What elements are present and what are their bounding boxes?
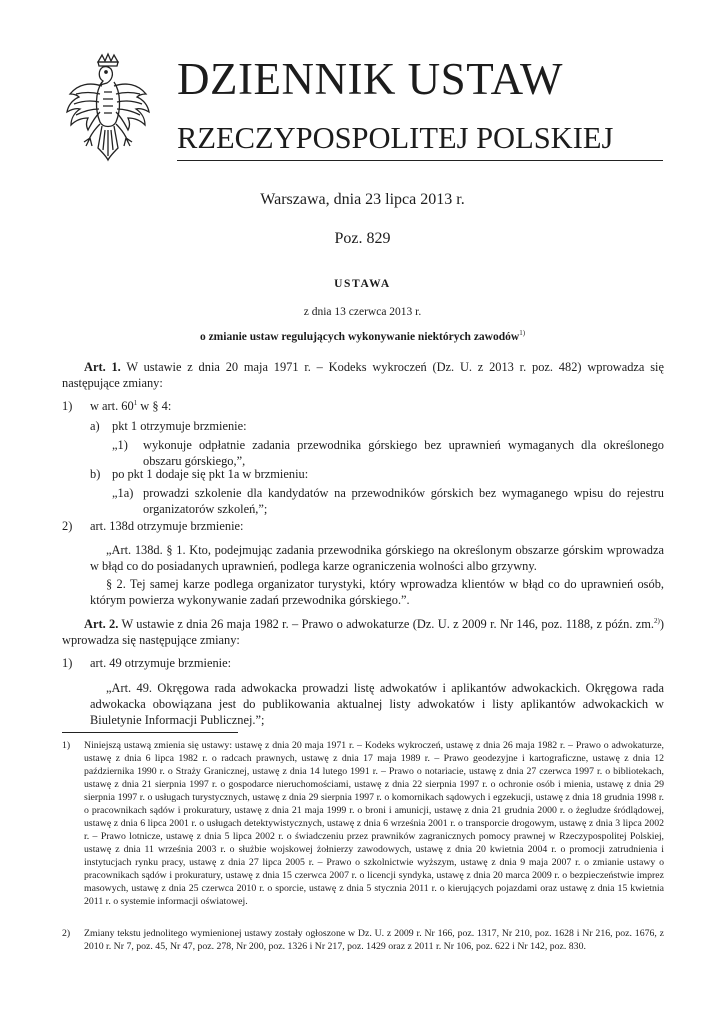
art1-quote-par2: § 2. Tej samej karze podlega organizator turystyki, który wprowadza klientów w błąd co do uprawnień osób, którym powierza wykonywanie zadań przewodnika górskiego.”. [90, 577, 664, 607]
superscript: 1 [133, 398, 138, 407]
act-title [0, 331, 725, 343]
act-date: z dnia 13 czerwca 2013 r. [303, 306, 422, 318]
art2-intro-text-end: ) wprowadza się następujące zmiany: [62, 617, 665, 647]
art1-quote-par1: „Art. 138d. § 1. Kto, podejmując zadania przewodnika górskiego na określonym obszarze górskim wprowadza w błąd co do posiadanych uprawnień, podlega karze ograniczenia wolności albo grzywny. [90, 543, 664, 573]
art1-intro [62, 359, 664, 391]
footnote-1-text: Niniejszą ustawą zmienia się ustawy: ustawę z dnia 20 maja 1971 r. – Kodeks wykroczeń, ustawę z dnia 26 maja 1982 r. – Prawo o adwokaturze, ustawę z dnia 6 lipca 1982 r. o radcach prawnych, ustawę z dnia 17 maja 1989 r. – Prawo geodezyjne i kartograficzne, ustawę z dnia 12 października 1990 r. o Straży Granicznej, ustawę z dnia 14 lutego 1991 r. – Prawo o notariacie, ustawę z dnia 27 czerwca 1997 r. o bibliotekach, ustawę z dnia 21 sierpnia 1997 r. o gospodarce nieruchomościami, ustawę z dnia 22 sierpnia 1997 r. o ochronie osób i mienia, ustawę z dnia 29 sierpnia 1997 r. o usługach turystycznych, ustawę z dnia 29 sierpnia 1997 r. o komornikach sądowych i egzekucji, ustawę z dnia 18 grudnia 1998 r. o pracownikach sądów i prokuratury, ustawę z dnia 21 maja 1999 r. o broni i amunicji, ustawę z dnia 21 grudnia 2000 r. o żegludze śródlądowej, ustawę z dnia 6 lipca 2001 r. o usługach detektywistycznych, ustawę z dnia 6 września 2001 r. o transporcie drogowym, ustawę z dnia 3 lipca 2002 r. – Prawo lotnicze, ustawę z dnia 5 lipca 2002 r. o świadczeniu przez prawników zagranicznych pomocy prawnej w Rzeczypospolitej Polskiej, ustawę z dnia 11 września 2003 r. o służbie wojskowej żołnierzy zawodowych, ustawę z dnia 20 kwietnia 2004 r. o promocji zatrudnienia i instytucjach rynku pracy, ustawę z dnia 27 lipca 2005 r. – Prawo o szkolnictwie wyższym, ustawę z dnia 9 maja 2007 r. o zmianie ustawy o pracownikach sądów i prokuratury, ustawę z dnia 15 czerwca 2007 r. o licencji syndyka, ustawę z dnia 20 marca 2009 r. o bezpieczeństwie imprez masowych, ustawę z dnia 25 czerwca 2010 r. o sporcie, ustawę z dnia 5 stycznia 2011 r. o kierujących pojazdami oraz ustawę z dnia 15 kwietnia 2011 r. o systemie informacji oświatowej. [84, 740, 664, 907]
article-label: Art. 2. [84, 617, 119, 631]
art1-intro-text: W ustawie z dnia 20 maja 1971 r. – Kodeks wykroczeń (Dz. U. z 2013 r. poz. 482) wprowadza się następujące zmiany: [62, 360, 664, 390]
footnote-1-num: 1) [62, 740, 71, 751]
art1-p1-text-end: w § 4: [137, 399, 172, 413]
masthead-rule [177, 160, 663, 161]
art1-a-quote-text: wykonuje odpłatnie zadania przewodnika górskiego bez uprawnień wymaganych dla określonego obszaru górskiego,”, [143, 438, 664, 468]
footnote-separator [62, 732, 238, 733]
eagle-emblem-icon [62, 52, 154, 164]
art1-a-num: a) [90, 419, 100, 433]
art1-b-quote-text: prowadzi szkolenie dla kandydatów na przewodników górskich bez wymaganego wpisu do rejestru organizatorów szkoleń,”; [143, 486, 664, 516]
art2-intro [62, 616, 664, 648]
footnote-2-text: Zmiany tekstu jednolitego wymienionej ustawy zostały ogłoszone w Dz. U. z 2009 r. Nr 166, poz. 1317, Nr 210, poz. 1628 i Nr 216, poz. 1676, z 2010 r. Nr 7, poz. 45, Nr 47, poz. 278, Nr 200, poz. 1326 i Nr 217, poz. 1429 oraz z 2011 r. Nr 106, poz. 622 i Nr 142, poz. 830. [84, 928, 664, 952]
publication-place-date: Warszawa, dnia 23 lipca 2013 r. [260, 191, 465, 208]
footnote-ref: 1) [519, 329, 526, 338]
art2-p1-num: 1) [62, 656, 73, 670]
art2-p1-text: art. 49 otrzymuje brzmienie: [90, 656, 232, 670]
art1-p2-num: 2) [62, 519, 73, 533]
art1-a-quote-num: „1) [112, 438, 128, 452]
gazette-title: DZIENNIK USTAW [177, 54, 563, 104]
art1-b-text: po pkt 1 dodaje się pkt 1a w brzmieniu: [112, 467, 309, 481]
art1-p2-text: art. 138d otrzymuje brzmienie: [90, 519, 244, 533]
art1-p1-text: w art. 60 [90, 399, 134, 413]
position-number: Poz. 829 [334, 230, 391, 247]
art1-p1-num: 1) [62, 399, 73, 413]
art2-quote-par1: „Art. 49. Okręgowa rada adwokacka prowadzi listę adwokatów i aplikantów adwokackich. Okręgowa rada adwokacka obowiązana jest do publikowania aktualnej listy adwokatów i listy aplikantów adwokackich w Biuletynie Informacji Publicznej.”; [90, 681, 664, 727]
footnote-2-num: 2) [62, 928, 71, 939]
act-type: USTAWA [334, 278, 391, 290]
act-title-text: o zmianie ustaw regulujących wykonywanie niektórych zawodów [199, 331, 520, 343]
footnote-ref: 2) [654, 616, 660, 625]
art1-p1 [90, 398, 171, 414]
gazette-subtitle: RZECZYPOSPOLITEJ POLSKIEJ [177, 121, 614, 155]
art1-a-text: pkt 1 otrzymuje brzmienie: [112, 419, 247, 433]
art1-b-quote-num: „1a) [112, 486, 134, 500]
art2-intro-text: W ustawie z dnia 26 maja 1982 r. – Prawo o adwokaturze (Dz. U. z 2009 r. Nr 146, poz. 1188, z późn. zm. [121, 617, 655, 631]
article-label: Art. 1. [84, 360, 121, 374]
art1-b-num: b) [90, 467, 101, 481]
